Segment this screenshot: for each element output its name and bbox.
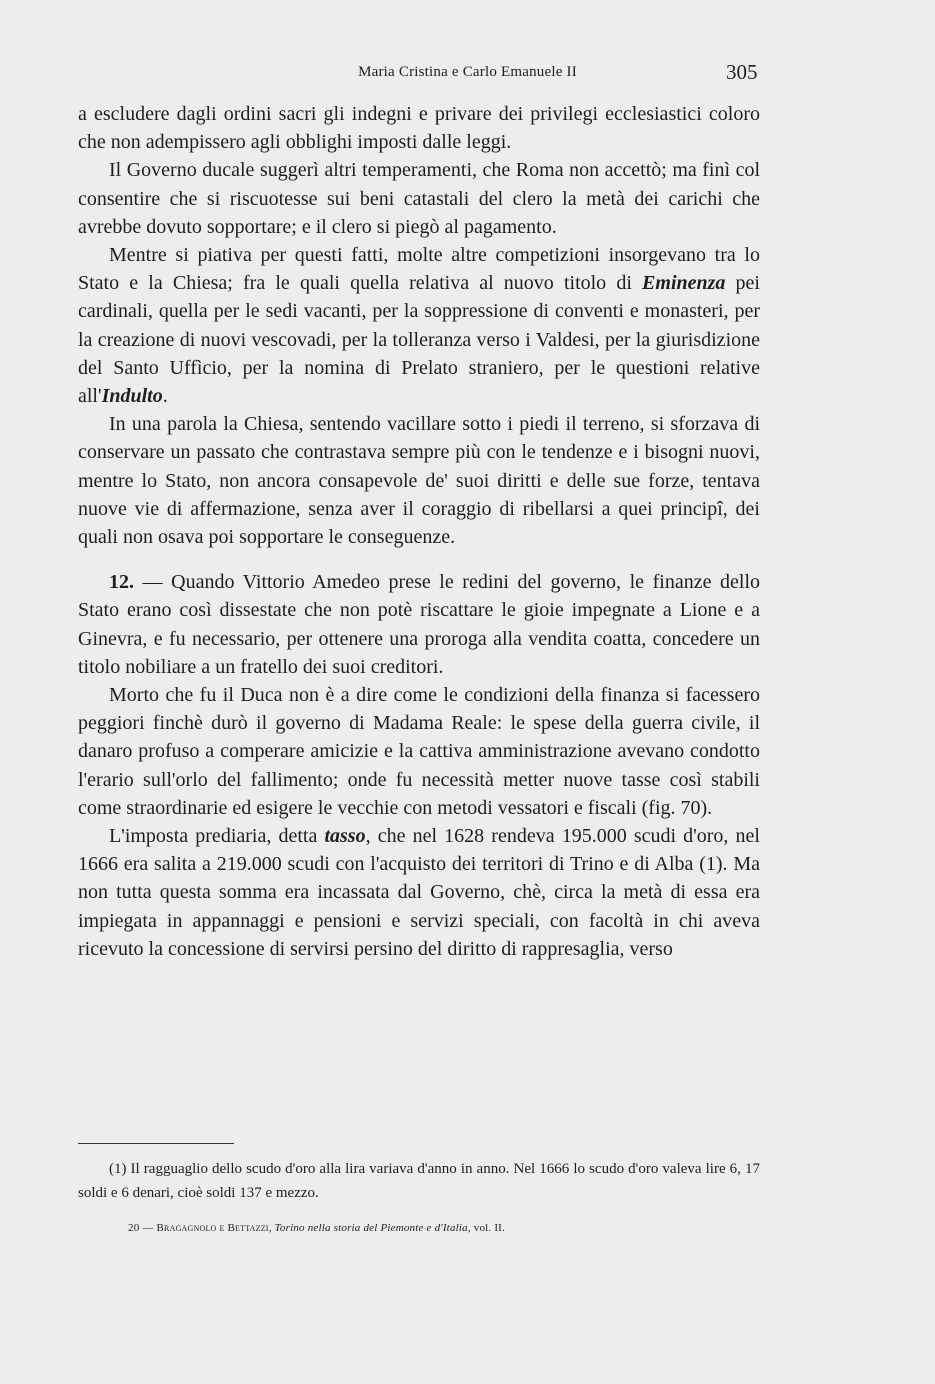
paragraph-7-text-a: L'imposta prediaria, detta	[109, 825, 325, 848]
running-head	[0, 60, 935, 86]
paragraph-3	[78, 241, 760, 410]
signature-number: 20	[128, 1222, 140, 1234]
signature-authors: Bragagnolo e Bettazzi	[156, 1222, 269, 1234]
emphasis-indulto: Indulto	[101, 385, 163, 408]
emphasis-tasso: tasso	[324, 825, 366, 848]
paragraph-7	[78, 822, 760, 963]
signature-book-title: Torino nella storia del Piemonte e d'Italia	[274, 1222, 468, 1234]
section-number: 12.	[109, 571, 134, 594]
paragraph-2: Il Governo ducale suggerì altri temperamenti, che Roma non accettò; ma finì col consentire che si riscuotesse sui beni catastali del clero la metà dei carichi che avrebbe dovuto sopportare; e il clero si piegò al pagamento.	[78, 159, 760, 238]
section-12-paragraph	[78, 568, 760, 681]
printer-signature	[128, 1222, 768, 1234]
paragraph-3-text-a: Mentre si piativa per questi fatti, molte altre competizioni insorgevano tra lo Stato e la Chiesa; fra le quali quella relativa al nuovo titolo di	[78, 244, 760, 295]
signature-dash: —	[139, 1222, 157, 1234]
paragraph-3-text-c: .	[162, 385, 168, 408]
page-number: 305	[726, 60, 758, 84]
section-12-text: — Quando Vittorio Amedeo prese le redini del governo, le finanze dello Stato erano così dissestate che non potè riscattare le gioie impegnate a Lione e a Ginevra, e fu necessario, per ottenere una proroga alla vendita coatta, concedere un titolo nobiliare a un fratello dei suoi creditori.	[78, 571, 760, 678]
emphasis-eminenza: Eminenza	[642, 272, 726, 295]
paragraph-3-text-b: pei cardinali, quella per le sedi vacanti, per la soppressione di conventi e monasteri, per la creazione di nuovi vescovadi, per la tolleranza verso i Valdesi, per la giurisdizione del Santo Uffìcio, per la nomina di Prelato straniero, per le questioni relative all'	[78, 272, 760, 408]
paragraph-1: a escludere dagli ordini sacri gli indegni e privare dei privilegi ecclesiastici coloro che non adempissero agli obblighi imposti dalle leggi.	[78, 103, 760, 154]
paragraph-7-text-b: , che nel 1628 rendeva 195.000 scudi d'oro, nel 1666 era salita a 219.000 scudi con l'acquisto dei territori di Trino e di Alba (1). Ma non tutta questa somma era incassata dal Governo, chè, circa la metà di essa era impiegata in appannaggi e pensioni e servizi speciali, con facoltà in chi aveva ricevuto la concessione di servirsi persino del diritto di rappresaglia, verso	[78, 825, 760, 960]
paragraph-6: Morto che fu il Duca non è a dire come le condizioni della finanza si facessero peggiori finchè durò il governo di Madama Reale: le spese della guerra civile, il danaro profuso a comperare amicizie e la cattiva amministrazione avevano condotto l'erario sull'orlo del fallimento; onde fu necessità metter nuove tasse così stabili come straordinarie ed esigere le vecchie con metodi vessatori e fiscali (fig. 70).	[78, 684, 760, 819]
body-text	[78, 100, 760, 963]
running-title: Maria Cristina e Carlo Emanuele II	[358, 64, 577, 80]
signature-separator: ,	[268, 1222, 275, 1234]
paragraph-4: In una parola la Chiesa, sentendo vacillare sotto i piedi il terreno, si sforzava di conservare un passato che contrastava sempre più con le tendenze e i bisogni nuovi, mentre lo Stato, non ancora consapevole de' suoi diritti e delle sue forze, tentava nuove vie di affermazione, senza aver il coraggio di ribellarsi a quei principî, dei quali non osava poi sopportare le conseguenze.	[78, 413, 760, 549]
footnote-rule	[78, 1143, 234, 1144]
signature-volume: , vol. II.	[467, 1222, 505, 1234]
footnote-1: (1) Il ragguaglio dello scudo d'oro alla lira variava d'anno in anno. Nel 1666 lo scudo d'oro valeva lire 6, 17 soldi e 6 denari, cioè soldi 137 e mezzo.	[78, 1161, 760, 1201]
